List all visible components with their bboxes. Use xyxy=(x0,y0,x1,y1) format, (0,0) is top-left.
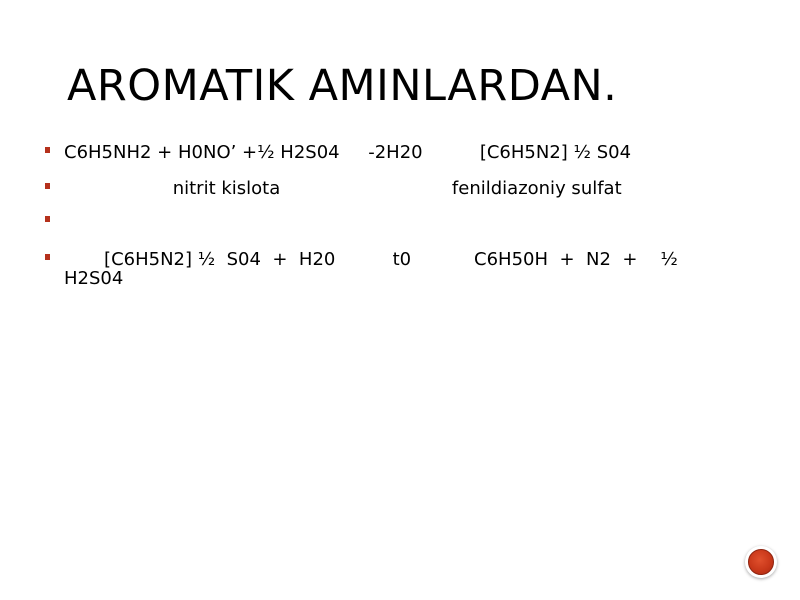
bullet-item-reaction-2 xyxy=(45,250,745,288)
square-bullet-icon xyxy=(45,254,50,260)
square-bullet-icon xyxy=(45,183,50,189)
circle-button-icon xyxy=(748,549,774,575)
bullet-item-labels xyxy=(45,179,745,201)
bullet-item-reaction-1 xyxy=(45,143,745,165)
bullet-text-line-1: [C6H5N2] ½ S04 + H20 t0 C6H50H + N2 + ½ xyxy=(64,249,678,270)
bullet-list xyxy=(45,143,745,288)
bullet-text: C6H5NH2 + H0NO’ +½ H2S04 -2H20 [C6H5N2] ½ S04 xyxy=(64,142,632,163)
bullet-text-line-2: H2S04 xyxy=(64,268,124,289)
bullet-item-empty xyxy=(45,212,745,234)
square-bullet-icon xyxy=(45,147,50,153)
slide-nav-button[interactable] xyxy=(745,546,777,578)
square-bullet-icon xyxy=(45,216,50,222)
bullet-text: nitrit kislota fenildiazoniy sulfat xyxy=(64,178,622,199)
slide-title: AROMATIK AMINLARDAN. xyxy=(67,61,618,111)
